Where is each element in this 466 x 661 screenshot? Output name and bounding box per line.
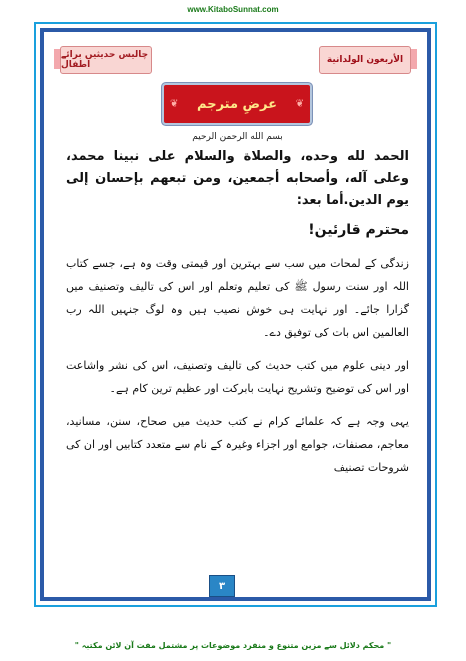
site-url[interactable]: www.KitaboSunnat.com — [187, 5, 279, 14]
page-number: ٣ — [209, 575, 235, 597]
page-frame-inner — [40, 28, 431, 601]
header-book-title-urdu — [60, 46, 152, 74]
paragraph: یہی وجہ ہے کہ علمائے کرام نے کتب حدیث میں صحاح، سنن، مسانید، معاجم، مصنفات، جوامع اور اجزاء وغیرہ کے نام سے متعدد کتابیں اور ان کی شروحات تصنیف — [66, 415, 409, 474]
footer-tagline: " محکم دلائل سے مزین متنوع و منفرد موضوعات پر مشتمل مفت آن لائن مکتبہ " — [74, 641, 392, 650]
section-title: عرضِ مترجم — [197, 96, 277, 112]
section-title-banner — [164, 85, 310, 123]
header-left-label: چالیس حدیثیں برائے اطفال — [61, 50, 149, 70]
basmala: بسم الله الرحمن الرحيم — [192, 132, 283, 142]
arabic-introduction: الحمد لله وحده، والصلاة والسلام على نبينا محمد، وعلى آله، وأصحابه أجمعين، ومن تبعهم بإحسان إلى يوم الدين.أما بعد: — [66, 149, 409, 208]
header-right-label: الأربعون الولدانية — [326, 55, 404, 65]
paragraph: اور دینی علوم میں کتب حدیث کی تالیف وتصنیف، اس کی نشر واشاعت اور اس کی توضیح وتشریح نہایت بابرکت اور عظیم ترین کام ہے۔ — [66, 359, 409, 395]
header-book-title-arabic — [319, 46, 411, 74]
ornament-icon: ❦ — [295, 98, 304, 110]
page-frame — [34, 22, 437, 607]
page-content — [66, 132, 409, 489]
paragraph: زندگی کے لمحات میں سب سے بہترین اور قیمتی وقت وہ ہے، جسے کتاب اللہ اور سنت رسول ﷺ کی تعلیم وتعلم اور اس کی تالیف وتصنیف میں گزارا جائے۔ اور نہایت ہی خوش نصیب ہیں وہ لوگ جنہیں اللہ رب العالمین اس بات کی توفیق دے۔ — [66, 257, 409, 339]
ornament-icon: ❦ — [170, 98, 179, 110]
section-heading: محترم قارئین! — [308, 222, 409, 238]
